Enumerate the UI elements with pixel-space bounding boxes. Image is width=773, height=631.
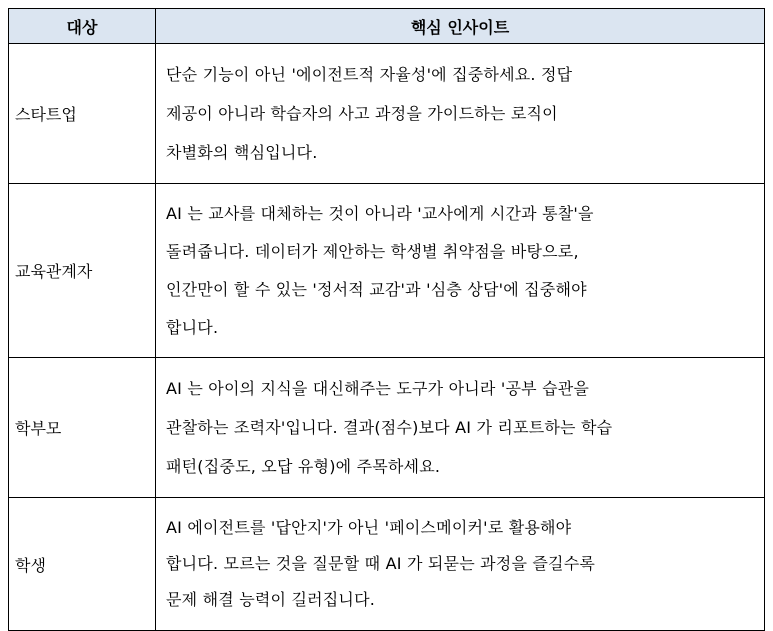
insight-line: 돌려줍니다. 데이터가 제안하는 학생별 취약점을 바탕으로, (166, 241, 579, 261)
insight-line: 합니다. 모르는 것을 질문할 때 AI 가 되묻는 과정을 즐길수록 (166, 554, 596, 573)
target-label: 학부모 (9, 358, 156, 498)
table-row (9, 358, 765, 498)
table-row (9, 184, 765, 358)
insight-line: 인간만이 할 수 있는 '정서적 교감'과 '심층 상담'에 집중해야 (166, 279, 587, 299)
insight-line: 차별화의 핵심입니다. (166, 143, 318, 162)
insight-line: AI 는 아이의 지식을 대신해주는 도구가 아니라 '공부 습관을 (166, 379, 590, 398)
insight-cell (156, 358, 765, 498)
insight-line: AI 에이전트를 '답안지'가 아닌 '페이스메이커'로 활용해야 (166, 518, 572, 537)
insight-line: 문제 해결 능력이 길러집니다. (166, 590, 376, 609)
insight-cell (156, 44, 765, 184)
insight-cell (156, 498, 765, 631)
insight-line: 합니다. (166, 317, 219, 337)
insight-line: 패턴(집중도, 오답 유형)에 주목하세요. (166, 457, 441, 476)
target-label: 교육관계자 (9, 184, 156, 358)
insight-line: 단순 기능이 아닌 '에이전트적 자율성'에 집중하세요. 정답 (166, 65, 573, 84)
target-label: 학생 (9, 498, 156, 631)
insight-cell (156, 184, 765, 358)
header-insight: 핵심 인사이트 (156, 9, 765, 44)
insight-line: 제공이 아니라 학습자의 사고 과정을 가이드하는 로직이 (166, 104, 558, 123)
insight-line: 관찰하는 조력자'입니다. 결과(점수)보다 AI 가 리포트하는 학습 (166, 418, 613, 437)
header-row (9, 9, 765, 44)
table-row (9, 498, 765, 631)
insight-table (8, 8, 765, 631)
header-target: 대상 (9, 9, 156, 44)
insight-line: AI 는 교사를 대체하는 것이 아니라 '교사에게 시간과 통찰'을 (166, 203, 594, 223)
table-row (9, 44, 765, 184)
target-label: 스타트업 (9, 44, 156, 184)
